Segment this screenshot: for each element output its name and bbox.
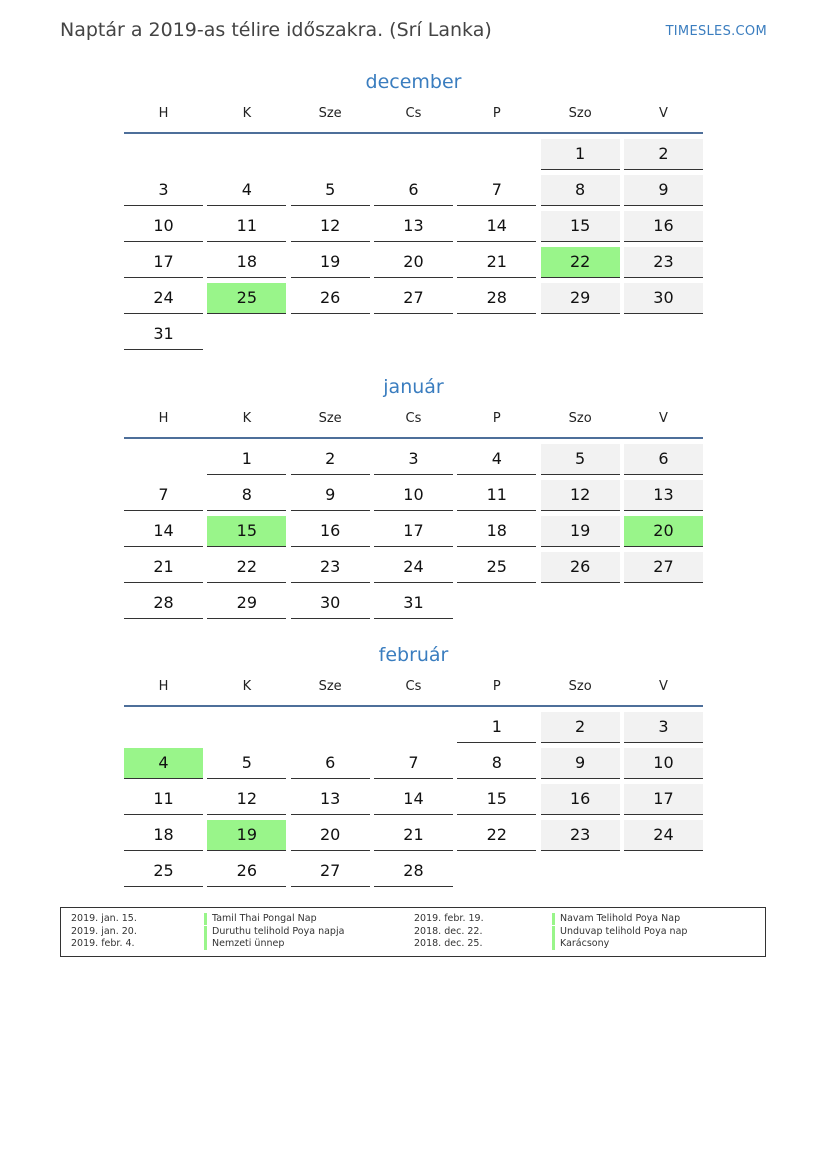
empty-day-cell <box>291 319 370 350</box>
weekday-label: V <box>659 106 668 121</box>
day-cell: 24 <box>374 552 453 583</box>
weekday-header <box>124 680 703 705</box>
empty-day-cell <box>541 588 620 619</box>
day-cell: 15 <box>457 784 536 815</box>
day-cell: 16 <box>624 211 703 242</box>
day-cell: 8 <box>541 175 620 206</box>
page-title: Naptár a 2019-as télire időszakra. (Srí Lanka) <box>60 19 492 41</box>
weekday-label: K <box>242 411 252 426</box>
day-cell: 27 <box>624 552 703 583</box>
day-cell: 1 <box>457 712 536 743</box>
day-cell: 7 <box>457 175 536 206</box>
day-cell: 17 <box>624 784 703 815</box>
brand-link[interactable]: TIMESLES.COM <box>665 24 767 39</box>
day-cell: 9 <box>291 480 370 511</box>
day-cell: 21 <box>124 552 203 583</box>
weekday-label: H <box>158 679 169 694</box>
day-cell: 5 <box>291 175 370 206</box>
empty-day-cell <box>374 139 453 170</box>
empty-day-cell <box>457 139 536 170</box>
day-cell: 7 <box>124 480 203 511</box>
day-cell: 2 <box>541 712 620 743</box>
weekday-label: Cs <box>405 106 422 121</box>
weekday-label: Sze <box>318 679 342 694</box>
day-cell: 25 <box>124 856 203 887</box>
day-cell: 1 <box>541 139 620 170</box>
day-cell: 28 <box>374 856 453 887</box>
day-cell: 25 <box>207 283 286 314</box>
day-cell: 27 <box>374 283 453 314</box>
day-cell: 12 <box>541 480 620 511</box>
day-cell: 13 <box>374 211 453 242</box>
header-divider <box>124 705 703 707</box>
empty-day-cell <box>541 856 620 887</box>
day-cell: 19 <box>207 820 286 851</box>
day-cell: 20 <box>624 516 703 547</box>
day-cell: 18 <box>457 516 536 547</box>
weekday-label: H <box>158 411 169 426</box>
weekday-label: Sze <box>318 411 342 426</box>
day-cell: 25 <box>457 552 536 583</box>
empty-day-cell <box>624 856 703 887</box>
day-cell: 30 <box>291 588 370 619</box>
day-cell: 16 <box>541 784 620 815</box>
day-cell: 8 <box>457 748 536 779</box>
month-january <box>124 376 703 619</box>
month-name: január <box>383 376 444 398</box>
day-cell: 6 <box>624 444 703 475</box>
day-cell: 20 <box>291 820 370 851</box>
day-cell: 15 <box>207 516 286 547</box>
empty-day-cell <box>291 139 370 170</box>
day-cell: 24 <box>624 820 703 851</box>
empty-day-cell <box>374 319 453 350</box>
empty-day-cell <box>457 588 536 619</box>
day-cell: 2 <box>624 139 703 170</box>
header-divider <box>124 132 703 134</box>
day-cell: 9 <box>541 748 620 779</box>
day-cell: 11 <box>207 211 286 242</box>
day-cell: 31 <box>374 588 453 619</box>
day-grid <box>124 444 703 619</box>
day-cell: 4 <box>207 175 286 206</box>
day-cell: 26 <box>541 552 620 583</box>
day-cell: 28 <box>457 283 536 314</box>
empty-day-cell <box>207 139 286 170</box>
legend-holiday-name: Nemzeti ünnep <box>204 938 284 950</box>
empty-day-cell <box>207 712 286 743</box>
empty-day-cell <box>124 139 203 170</box>
legend-date: 2019. jan. 15. <box>71 913 137 924</box>
weekday-label: K <box>242 106 252 121</box>
day-cell: 2 <box>291 444 370 475</box>
weekday-label: Szo <box>568 411 592 426</box>
legend-date: 2019. febr. 4. <box>71 938 135 949</box>
day-cell: 22 <box>207 552 286 583</box>
day-cell: 30 <box>624 283 703 314</box>
weekday-label: Cs <box>405 679 422 694</box>
day-cell: 14 <box>374 784 453 815</box>
day-cell: 21 <box>374 820 453 851</box>
weekday-label: Szo <box>568 679 592 694</box>
legend-date: 2019. jan. 20. <box>71 926 137 937</box>
weekday-label: V <box>659 411 668 426</box>
day-cell: 31 <box>124 319 203 350</box>
day-cell: 5 <box>207 748 286 779</box>
weekday-label: H <box>158 106 169 121</box>
day-cell: 17 <box>124 247 203 278</box>
day-cell: 22 <box>541 247 620 278</box>
legend-holiday-name: Tamil Thai Pongal Nap <box>204 913 317 925</box>
day-cell: 5 <box>541 444 620 475</box>
day-cell: 9 <box>624 175 703 206</box>
empty-day-cell <box>457 856 536 887</box>
header-divider <box>124 437 703 439</box>
weekday-label: Szo <box>568 106 592 121</box>
empty-day-cell <box>457 319 536 350</box>
day-cell: 29 <box>207 588 286 619</box>
month-name: február <box>378 644 449 666</box>
day-cell: 16 <box>291 516 370 547</box>
day-grid <box>124 139 703 350</box>
day-cell: 28 <box>124 588 203 619</box>
day-cell: 10 <box>374 480 453 511</box>
day-cell: 6 <box>374 175 453 206</box>
day-cell: 7 <box>374 748 453 779</box>
legend-holiday-name: Navam Telihold Poya Nap <box>552 913 680 925</box>
day-cell: 3 <box>124 175 203 206</box>
day-cell: 27 <box>291 856 370 887</box>
weekday-header <box>124 412 703 437</box>
legend-date: 2019. febr. 19. <box>414 913 484 924</box>
day-cell: 8 <box>207 480 286 511</box>
holiday-legend <box>60 907 766 957</box>
day-cell: 12 <box>207 784 286 815</box>
legend-holiday-name: Unduvap telihold Poya nap <box>552 926 687 938</box>
day-cell: 14 <box>457 211 536 242</box>
day-cell: 17 <box>374 516 453 547</box>
day-cell: 22 <box>457 820 536 851</box>
day-cell: 15 <box>541 211 620 242</box>
day-cell: 26 <box>207 856 286 887</box>
day-cell: 11 <box>457 480 536 511</box>
empty-day-cell <box>124 444 203 475</box>
weekday-label: K <box>242 679 252 694</box>
day-cell: 18 <box>124 820 203 851</box>
legend-holiday-name: Duruthu telihold Poya napja <box>204 926 344 938</box>
empty-day-cell <box>374 712 453 743</box>
month-name: december <box>365 71 462 93</box>
weekday-label: Sze <box>318 106 342 121</box>
day-cell: 26 <box>291 283 370 314</box>
legend-date: 2018. dec. 25. <box>414 938 483 949</box>
day-grid <box>124 712 703 887</box>
day-cell: 10 <box>124 211 203 242</box>
day-cell: 3 <box>624 712 703 743</box>
day-cell: 19 <box>541 516 620 547</box>
day-cell: 13 <box>624 480 703 511</box>
day-cell: 10 <box>624 748 703 779</box>
day-cell: 23 <box>624 247 703 278</box>
weekday-label: P <box>492 679 501 694</box>
month-december <box>124 71 703 350</box>
day-cell: 12 <box>291 211 370 242</box>
day-cell: 11 <box>124 784 203 815</box>
day-cell: 18 <box>207 247 286 278</box>
legend-holiday-name: Karácsony <box>552 938 609 950</box>
month-february <box>124 644 703 887</box>
day-cell: 4 <box>457 444 536 475</box>
weekday-label: V <box>659 679 668 694</box>
empty-day-cell <box>291 712 370 743</box>
day-cell: 20 <box>374 247 453 278</box>
day-cell: 19 <box>291 247 370 278</box>
day-cell: 24 <box>124 283 203 314</box>
day-cell: 29 <box>541 283 620 314</box>
day-cell: 1 <box>207 444 286 475</box>
empty-day-cell <box>124 712 203 743</box>
day-cell: 23 <box>291 552 370 583</box>
empty-day-cell <box>207 319 286 350</box>
day-cell: 6 <box>291 748 370 779</box>
empty-day-cell <box>541 319 620 350</box>
legend-date: 2018. dec. 22. <box>414 926 483 937</box>
empty-day-cell <box>624 319 703 350</box>
day-cell: 4 <box>124 748 203 779</box>
day-cell: 13 <box>291 784 370 815</box>
day-cell: 3 <box>374 444 453 475</box>
weekday-label: P <box>492 106 501 121</box>
weekday-label: P <box>492 411 501 426</box>
day-cell: 21 <box>457 247 536 278</box>
day-cell: 14 <box>124 516 203 547</box>
empty-day-cell <box>624 588 703 619</box>
weekday-header <box>124 107 703 132</box>
weekday-label: Cs <box>405 411 422 426</box>
day-cell: 23 <box>541 820 620 851</box>
